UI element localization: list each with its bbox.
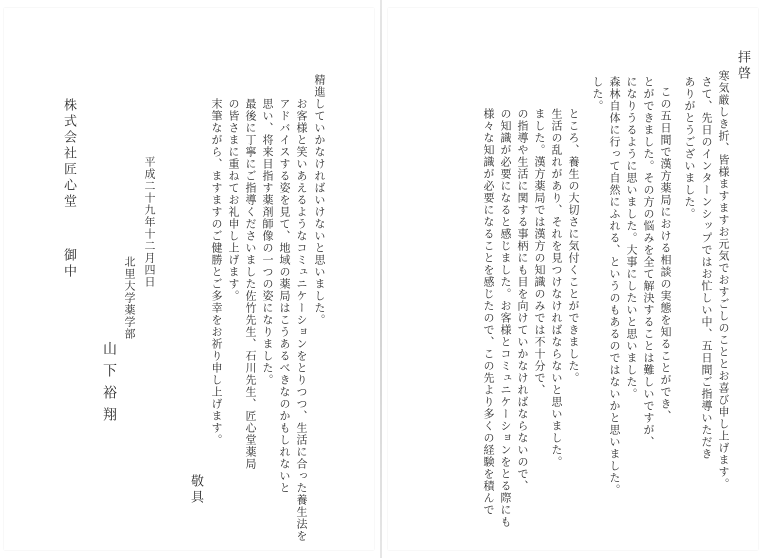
- letter-line: アドバイスする姿を見て、地域の薬局はこうあるべきなのかもしれないと: [278, 98, 291, 494]
- letter-line: 精進していかなければいけないと思いました。: [313, 74, 326, 326]
- letter-line: ところ、養生の大切さに気付くことができました。: [567, 108, 580, 384]
- letter-line: さて、先日のインターンシップではお忙しい中、五日間ご指導いただき: [700, 76, 713, 460]
- letter-line: とができました。その方の悩みを全て解決することは難しいですが、: [642, 76, 655, 448]
- letter-line: 森林自体に行って自然にふれる、というのもあるのではないかと思いました。: [608, 76, 621, 496]
- letter-line: した。: [591, 76, 604, 112]
- letter-line: この五日間で漢方薬局における相談の実態を知ることができ、: [659, 86, 672, 422]
- letter-line: 思い、将来目指す薬剤師像の一つの姿になりました。: [261, 98, 274, 386]
- letter-line: ました。漢方薬局では漢方の知識のみでは不十分で、: [533, 108, 546, 396]
- recipient-title: 御中: [61, 248, 76, 280]
- letter-line: 寒気厳しき折、皆様ますますお元気でおすごしのこととお喜び申し上げます。: [717, 70, 730, 490]
- closing: 敬具: [188, 474, 203, 506]
- letter-line: 生活の乱れがあり、それを見つけなければならないと思いました。: [550, 108, 563, 468]
- salutation: 拝啓: [735, 50, 750, 82]
- affiliation: 北里大学薬学部: [123, 256, 136, 340]
- sender-name: 山下裕翔: [101, 341, 117, 429]
- letter-line: になりうるように思いました。大事にしたいと思いました。: [625, 76, 638, 400]
- letter-line: の知識が必要になると感じました。お客様とコミュニケーションをとる際にも: [499, 108, 512, 528]
- letter-line: 末筆ながら、ますますのご健勝とご多幸をお祈り申し上げます。: [210, 98, 223, 446]
- date: 平成二十九年十二月四日: [143, 156, 156, 288]
- letter-line: 様々な知識が必要になることを感じたので、この先より多くの経験を積んで: [482, 108, 495, 516]
- letter-page-left: [4, 8, 374, 550]
- letter-page-right: [388, 8, 758, 550]
- letter-line: お客様と笑いあえるようなコミュニケーションをとりつつ、生活に合った養生法を: [295, 98, 308, 542]
- letter-line: ありがとうございました。: [683, 76, 696, 220]
- page-gutter: [380, 0, 382, 558]
- recipient-company: 株式会社匠心堂: [61, 98, 76, 210]
- letter-line: の指導や生活に関する事柄にも目を向けていかなければならないので、: [516, 108, 529, 492]
- letter-line: の皆さまに重ねてお礼申し上げます。: [227, 98, 240, 302]
- letter-line: 最後に丁寧にご指導くださいました佐竹先生、石川先生、匠心堂薬局: [244, 98, 257, 470]
